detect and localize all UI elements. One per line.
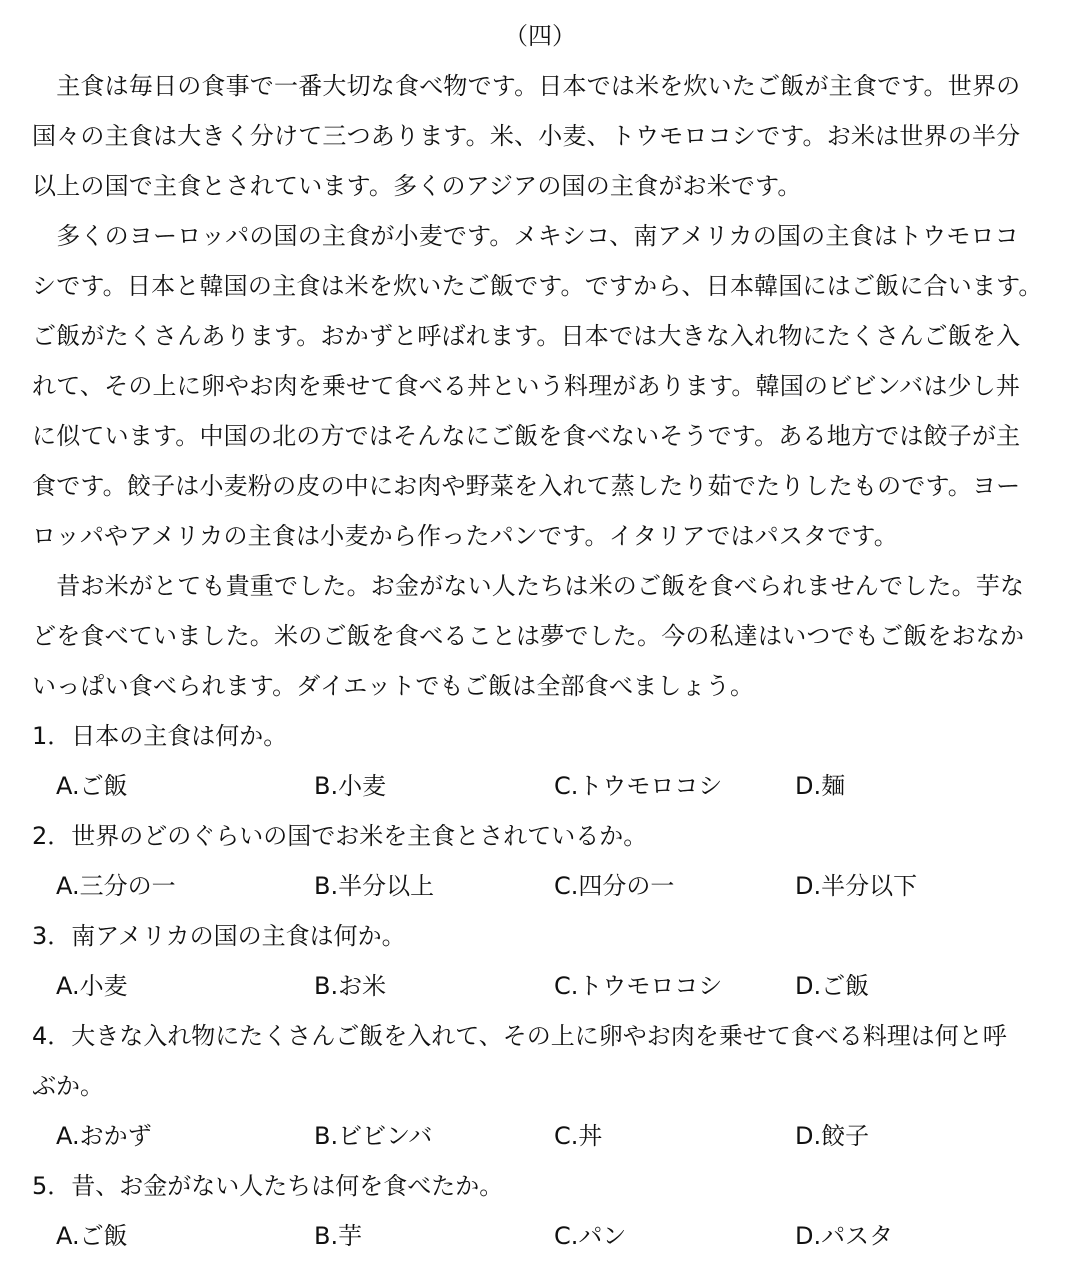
passage-line: に似ています。中国の北の方ではそんなにご飯を食べないそうです。ある地方では餃子が主 (32, 422, 1021, 450)
section-title: （四） (504, 22, 576, 50)
passage-line: 以上の国で主食とされています。多くのアジアの国の主食がお米です。 (32, 172, 802, 200)
question-4: 4．大きな入れ物にたくさんご飯を入れて、その上に卵やお肉を乗せて食べる料理は何と呼 (32, 1022, 1007, 1050)
q5-option-b[interactable]: B.芋 (314, 1222, 363, 1250)
passage-line: 主食は毎日の食事で一番大切な食べ物です。日本では米を炊いたご飯が主食です。世界の (32, 72, 1021, 100)
passage-line: いっぱい食べられます。ダイエットでもご飯は全部食べましょう。 (32, 672, 755, 700)
passage-line: 多くのヨーロッパの国の主食が小麦です。メキシコ、南アメリカの国の主食はトウモロコ (32, 222, 1019, 250)
question-1: 1．日本の主食は何か。 (32, 722, 288, 750)
q1-option-d[interactable]: D.麺 (795, 772, 846, 800)
q2-option-a[interactable]: A.三分の一 (56, 872, 176, 900)
q3-option-b[interactable]: B.お米 (314, 972, 387, 1000)
q2-option-d[interactable]: D.半分以下 (795, 872, 918, 900)
q2-option-c[interactable]: C.四分の一 (554, 872, 675, 900)
q4-option-c[interactable]: C.丼 (554, 1122, 603, 1150)
q4-option-b[interactable]: B.ビビンバ (314, 1122, 433, 1150)
q3-option-a[interactable]: A.小麦 (56, 972, 128, 1000)
q1-option-a[interactable]: A.ご飯 (56, 772, 128, 800)
q4-option-a[interactable]: A.おかず (56, 1122, 152, 1150)
q3-option-d[interactable]: D.ご飯 (795, 972, 870, 1000)
passage-line: 昔お米がとても貴重でした。お金がない人たちは米のご飯を食べられませんでした。芋な (32, 572, 1025, 600)
q1-option-b[interactable]: B.小麦 (314, 772, 387, 800)
question-2: 2．世界のどのぐらいの国でお米を主食とされているか。 (32, 822, 648, 850)
passage-line: ご飯がたくさんあります。おかずと呼ばれます。日本では大きな入れ物にたくさんご飯を入 (32, 322, 1021, 350)
question-5: 5．昔、お金がない人たちは何を食べたか。 (32, 1172, 504, 1200)
passage-line: れて、その上に卵やお肉を乗せて食べる丼という料理があります。韓国のビビンバは少し丼 (32, 372, 1021, 400)
q5-option-d[interactable]: D.パスタ (795, 1222, 894, 1250)
passage-line: どを食べていました。米のご飯を食べることは夢でした。今の私達はいつでもご飯をおなか (32, 622, 1025, 650)
passage-line: 食です。餃子は小麦粉の皮の中にお肉や野菜を入れて蒸したり茹でたりしたものです。ヨー (32, 472, 1021, 500)
q2-option-b[interactable]: B.半分以上 (314, 872, 435, 900)
passage-line: ロッパやアメリカの主食は小麦から作ったパンです。イタリアではパスタです。 (32, 522, 898, 550)
q4-option-d[interactable]: D.餃子 (795, 1122, 870, 1150)
question-3: 3．南アメリカの国の主食は何か。 (32, 922, 406, 950)
q5-option-c[interactable]: C.パン (554, 1222, 627, 1250)
passage-line: 国々の主食は大きく分けて三つあります。米、小麦、トウモロコシです。お米は世界の半分 (32, 122, 1021, 150)
q1-option-c[interactable]: C.トウモロコシ (554, 772, 723, 800)
q3-option-c[interactable]: C.トウモロコシ (554, 972, 723, 1000)
q5-option-a[interactable]: A.ご飯 (56, 1222, 128, 1250)
question-4-continued: ぶか。 (32, 1072, 104, 1100)
passage-line: シです。日本と韓国の主食は米を炊いたご飯です。ですから、日本韓国にはご飯に合います。 (32, 272, 1043, 300)
